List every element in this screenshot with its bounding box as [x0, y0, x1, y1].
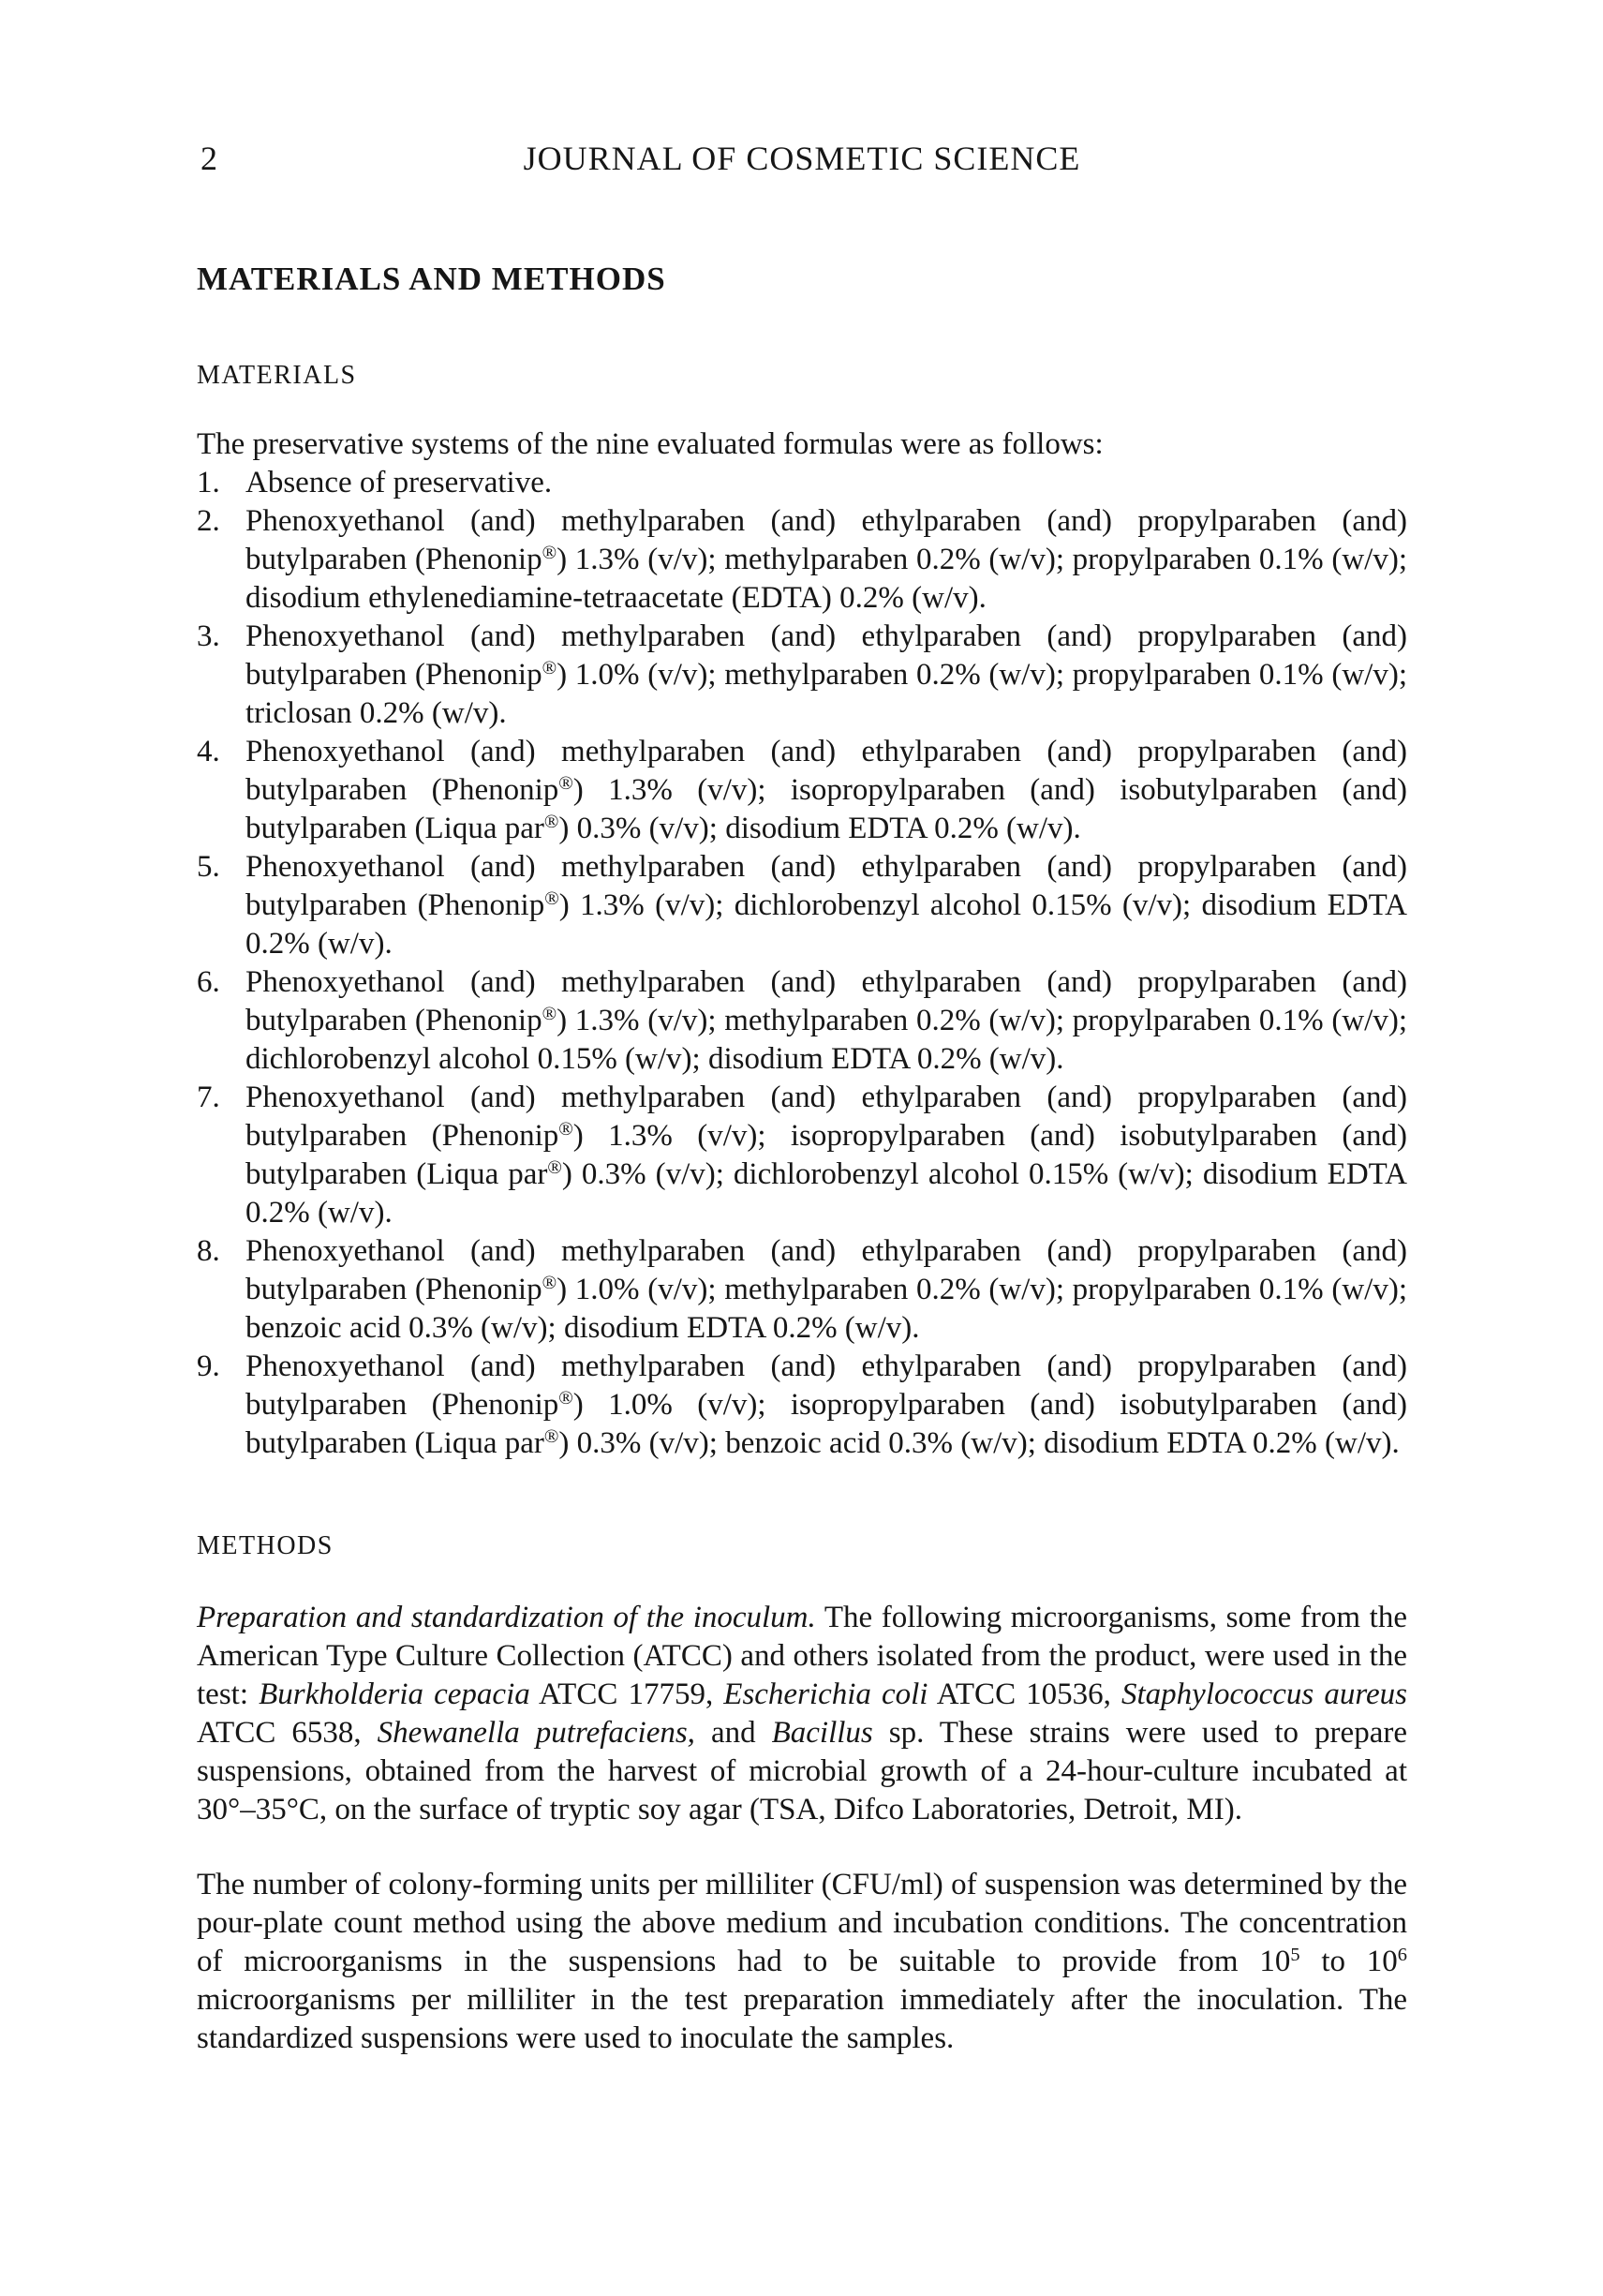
text-segment: to 10: [1299, 1945, 1398, 1978]
list-item-text: [245, 1232, 1407, 1348]
text-segment: ®: [558, 1118, 573, 1140]
text-segment: ®: [558, 772, 573, 794]
text-segment: ) 1.0% (v/v); methylparaben 0.2% (w/v); propylparaben 0.1% (w/v); benzoic acid 0.3% (w/v); disodium EDTA 0.2% (w/v).: [245, 1273, 1407, 1345]
text-segment: ATCC 10536,: [928, 1677, 1121, 1711]
text-segment: Absence of preservative.: [245, 466, 553, 499]
text-segment: ) 1.3% (v/v); isopropylparaben (and) isobutylparaben (and) butylparaben (Liqua par: [245, 773, 1407, 845]
section-heading-materials-and-methods: MATERIALS AND METHODS: [197, 261, 666, 297]
list-item: [197, 963, 1407, 1079]
list-item-number: 1.: [197, 466, 220, 499]
list-item: [197, 733, 1407, 848]
text-segment: ATCC 17759,: [529, 1677, 724, 1711]
list-item-text: [245, 502, 1407, 618]
text-segment: Phenoxyethanol (and) methylparaben (and) ethylparaben (and) propylparaben (and) butylparaben (Phenonip: [245, 619, 1407, 692]
methods-paragraphs: [197, 1599, 1407, 2058]
text-segment: ®: [544, 887, 559, 909]
text-segment: microorganisms per milliliter in the test preparation immediately after the inoculation. The standardized suspensions were used to inoculate the samples.: [197, 1983, 1407, 2055]
text-segment: ) 1.3% (v/v); methylparaben 0.2% (w/v); propylparaben 0.1% (w/v); disodium ethylenediamine-tetraacetate (EDTA) 0.2% (w/v).: [245, 543, 1407, 615]
text-segment: The following microorganisms, some from the American Type Culture Collection (ATCC) and others isolated from the product, were used in the test:: [197, 1601, 1407, 1711]
text-segment: ®: [543, 811, 559, 832]
list-item-text: [245, 1348, 1407, 1463]
text-segment: ) 0.3% (v/v); disodium EDTA 0.2% (w/v).: [558, 812, 1081, 845]
text-segment: Burkholderia cepacia: [259, 1677, 530, 1711]
list-item-text: [245, 464, 1407, 502]
formula-list: [197, 464, 1407, 1463]
list-item: [197, 1232, 1407, 1348]
methods-paragraph: [197, 1599, 1407, 1829]
list-item: [197, 1348, 1407, 1463]
text-segment: ®: [543, 1425, 559, 1447]
list-item-number: 3.: [197, 619, 220, 653]
text-segment: ) 1.3% (v/v); methylparaben 0.2% (w/v); propylparaben 0.1% (w/v); dichlorobenzyl alcohol 0.15% (w/v); disodium EDTA 0.2% (w/v).: [245, 1004, 1407, 1076]
page-header: [197, 139, 1407, 180]
text-segment: ®: [542, 542, 557, 563]
text-segment: Phenoxyethanol (and) methylparaben (and) ethylparaben (and) propylparaben (and) butylparaben (Phenonip: [245, 965, 1407, 1037]
list-item-text: [245, 733, 1407, 848]
subheading-materials: MATERIALS: [197, 361, 357, 390]
list-item: [197, 1079, 1407, 1232]
list-item: [197, 502, 1407, 618]
page-content: [197, 0, 1407, 2058]
list-item-number: 9.: [197, 1349, 220, 1383]
list-item-number: 6.: [197, 965, 220, 999]
list-item-number: 4.: [197, 735, 220, 768]
list-item-text: [245, 1079, 1407, 1232]
subheading-methods: METHODS: [197, 1531, 334, 1560]
text-segment: ) 1.3% (v/v); isopropylparaben (and) isobutylparaben (and) butylparaben (Liqua par: [245, 1119, 1407, 1191]
text-segment: ) 0.3% (v/v); dichlorobenzyl alcohol 0.15% (w/v); disodium EDTA 0.2% (w/v).: [245, 1157, 1407, 1230]
page-number: 2: [200, 140, 217, 177]
list-item-number: 8.: [197, 1234, 220, 1268]
text-segment: Escherichia coli: [723, 1677, 928, 1711]
text-segment: The number of colony-forming units per milliliter (CFU/ml) of suspension was determined by the pour-plate count method using the above medium and incubation conditions. The concentration of microorganisms in the suspensions had to be suitable to provide from 10: [197, 1868, 1407, 1978]
text-segment: 6: [1397, 1944, 1408, 1965]
text-segment: ®: [542, 1272, 557, 1293]
text-segment: Staphylococcus aureus: [1121, 1677, 1407, 1711]
text-segment: Phenoxyethanol (and) methylparaben (and) ethylparaben (and) propylparaben (and) butylparaben (Phenonip: [245, 1234, 1407, 1306]
text-segment: Bacillus: [771, 1716, 873, 1750]
list-item-text: [245, 963, 1407, 1079]
list-item-text: [245, 848, 1407, 963]
text-segment: ®: [547, 1156, 562, 1178]
list-item: [197, 848, 1407, 963]
list-item: [197, 464, 1407, 502]
running-head: JOURNAL OF COSMETIC SCIENCE: [523, 140, 1081, 177]
text-segment: Phenoxyethanol (and) methylparaben (and) ethylparaben (and) propylparaben (and) butylparaben (Phenonip: [245, 1349, 1407, 1422]
list-item-text: [245, 618, 1407, 733]
text-segment: Shewanella putrefaciens,: [377, 1716, 695, 1750]
text-segment: ATCC 6538,: [197, 1716, 378, 1750]
text-segment: Phenoxyethanol (and) methylparaben (and) ethylparaben (and) propylparaben (and) butylparaben (Phenonip: [245, 504, 1407, 576]
text-segment: and: [694, 1716, 772, 1750]
materials-intro: The preservative systems of the nine evaluated formulas were as follows:: [197, 427, 1104, 461]
text-segment: Phenoxyethanol (and) methylparaben (and) ethylparaben (and) propylparaben (and) butylparaben (Phenonip: [245, 1081, 1407, 1153]
text-segment: ®: [542, 657, 557, 678]
list-item: [197, 618, 1407, 733]
text-segment: ®: [558, 1387, 573, 1409]
text-segment: Phenoxyethanol (and) methylparaben (and) ethylparaben (and) propylparaben (and) butylparaben (Phenonip: [245, 850, 1407, 922]
text-segment: ®: [542, 1003, 557, 1024]
text-segment: ) 1.0% (v/v); isopropylparaben (and) isobutylparaben (and) butylparaben (Liqua par: [245, 1388, 1407, 1460]
text-segment: Preparation and standardization of the inoculum.: [197, 1601, 816, 1634]
list-item-number: 5.: [197, 850, 220, 884]
text-segment: ) 1.3% (v/v); dichlorobenzyl alcohol 0.15% (v/v); disodium EDTA 0.2% (w/v).: [245, 888, 1407, 961]
text-segment: ) 0.3% (v/v); benzoic acid 0.3% (w/v); disodium EDTA 0.2% (w/v).: [558, 1426, 1400, 1460]
text-segment: sp. These strains were used to prepare suspensions, obtained from the harvest of microbial growth of a 24-hour-culture incubated at 30°–35°C, on the surface of tryptic soy agar (TSA, Difco Laboratories, Detroit, MI).: [197, 1716, 1407, 1826]
text-segment: Phenoxyethanol (and) methylparaben (and) ethylparaben (and) propylparaben (and) butylparaben (Phenonip: [245, 735, 1407, 807]
text-segment: 5: [1290, 1944, 1300, 1965]
methods-paragraph: [197, 1866, 1407, 2058]
list-item-number: 2.: [197, 504, 220, 538]
list-item-number: 7.: [197, 1081, 220, 1114]
text-segment: ) 1.0% (v/v); methylparaben 0.2% (w/v); propylparaben 0.1% (w/v); triclosan 0.2% (w/v).: [245, 658, 1407, 730]
